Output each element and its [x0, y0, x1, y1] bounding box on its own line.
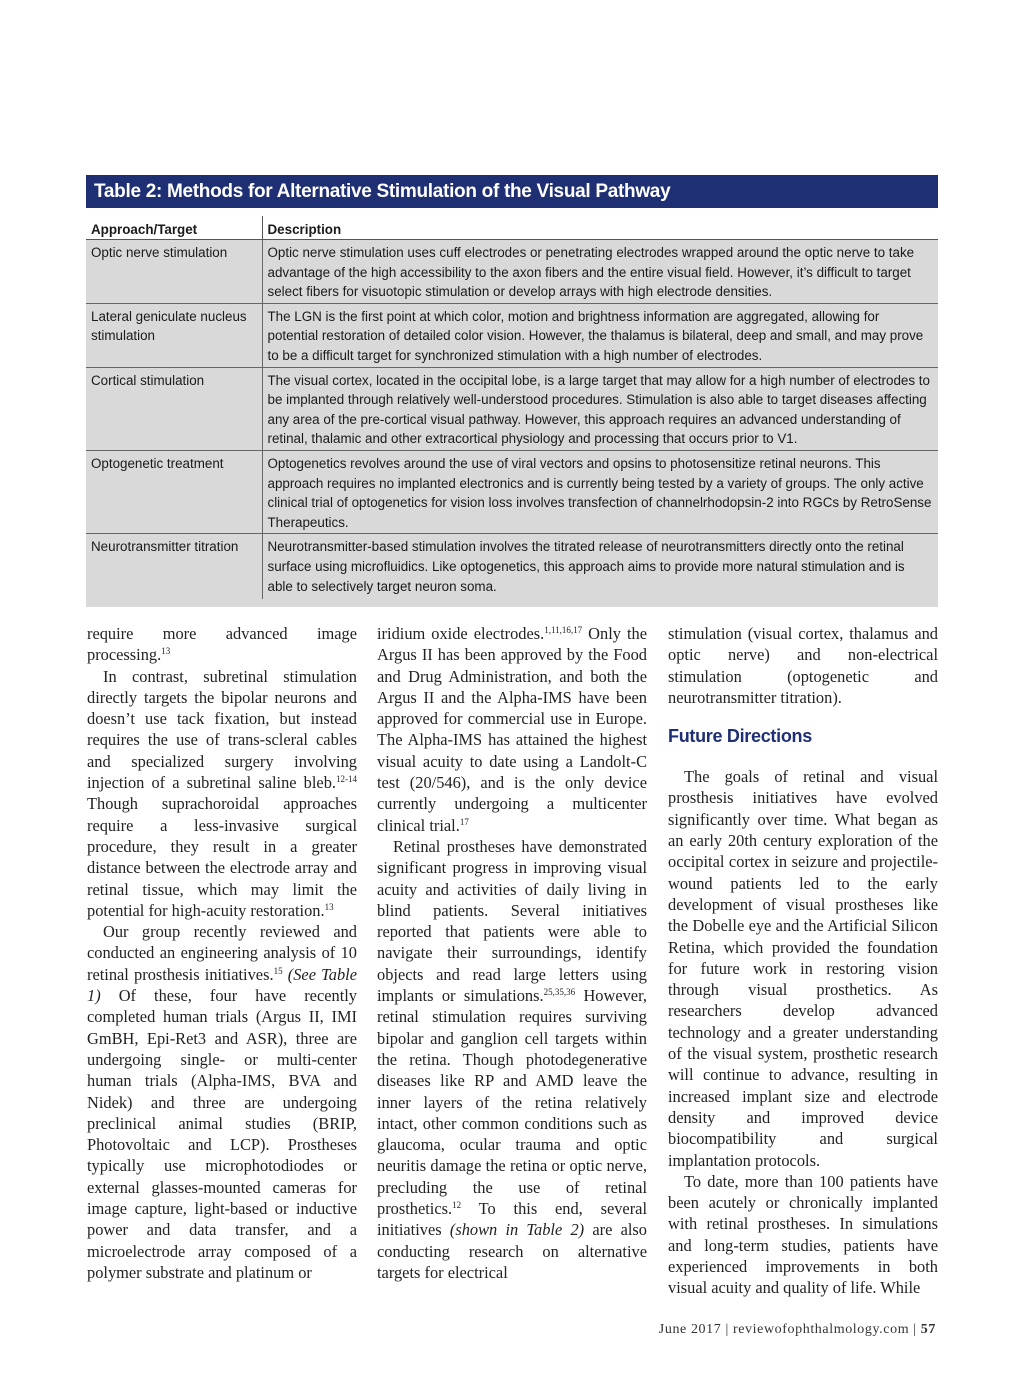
paragraph-text: However, retinal stimulation requires surviving bipolar and ganglion cell targets within the retina. Though photodegenerative diseases like RP and AMD leave the inner layers of the retina relatively intact, other common conditions such as glaucoma, ocular trauma and optic neuritis damage the retina or optic nerve, precluding the use of retinal prosthetics.	[377, 986, 647, 1219]
methods-table	[86, 216, 938, 599]
header-description: Description	[262, 216, 938, 240]
paragraph-text: Retinal prostheses have demonstrated significant progress in improving visual acuity and activities of daily living in blind patients. Several initiatives reported that patients were able to navigate their surroundings, identify objects and read large letters using implants or simulations.	[377, 836, 647, 1006]
table-reference: (See Table 1)	[87, 964, 357, 1006]
row-approach: Neurotransmitter titration	[86, 534, 262, 599]
paragraph-text: Only the Argus II has been approved by the Food and Drug Administration, and both the Argus II and the Alpha-IMS have been approved for commercial use in Europe. The Alpha-IMS has attained the highest visual acuity to date using a Landolt-C test (20/546), and is the only device currently undergoing a multicenter clinical trial.	[377, 624, 647, 835]
table-row	[86, 303, 938, 367]
body-column-1	[87, 623, 357, 1283]
row-approach: Lateral geniculate nucleus stimulation	[86, 303, 262, 367]
row-description: The visual cortex, located in the occipital lobe, is a large target that may allow for a high number of electrodes to be implanted through relatively well-understood procedures. Stimulation is also able to target diseases affecting any area of the pre-cortical visual pathway. However, this approach requires an advanced understanding of retinal, thalamic and other extracortical physiology and processing that occurs prior to V1.	[262, 367, 938, 450]
row-approach: Cortical stimulation	[86, 367, 262, 450]
citation: 25,35,36	[543, 987, 576, 998]
row-description: Neurotransmitter-based stimulation involves the titrated release of neurotransmitters directly onto the retinal surface using microfluidics. Like optogenetics, this approach aims to provide more natural stimulation and is able to selectively target neuron soma.	[262, 534, 938, 599]
footer-date: June 2017	[658, 1322, 722, 1337]
section-heading: Future Directions	[668, 726, 812, 747]
row-description: The LGN is the first point at which color, motion and brightness information are aggregated, allowing for potential restoration of detailed color vision. However, the thalamus is bilateral, deep and small, and may prove to be a difficult target for synchronized stimulation with a high number of electrodes.	[262, 303, 938, 367]
row-approach: Optic nerve stimulation	[86, 240, 262, 304]
table-title: Table 2: Methods for Alternative Stimulation of the Visual Pathway	[86, 175, 938, 208]
paragraph-text: To this end, several initiatives	[377, 1199, 647, 1240]
table-bottom-band	[86, 599, 938, 607]
table-row	[86, 450, 938, 533]
row-description: Optic nerve stimulation uses cuff electrodes or penetrating electrodes wrapped around the optic nerve to take advantage of the high accessibility to the axon fibers and the entire visual field. However, it’s difficult to target select fibers for visuotopic stimulation or develop arrays with high electrode densities.	[262, 240, 938, 304]
paragraph: To date, more than 100 patients have been acutely or chronically implanted with retinal prostheses. In simulations and long-term studies, patients have experienced improvements in both visual acuity and quality of life. While	[668, 1171, 938, 1298]
citation: 12-14	[336, 774, 357, 785]
paragraph	[87, 623, 357, 666]
paragraph-text: iridium oxide electrodes.	[377, 624, 545, 643]
row-approach: Optogenetic treatment	[86, 450, 262, 533]
table-2	[86, 175, 938, 607]
paragraph-text: Of these, four have recently completed human trials (Argus II, IMI GmBH, Epi-Ret3 and ASR), three are undergoing single- or multi-center human trials (Alpha-IMS, BVA and Nidek) and three are undergoing preclinical animal studies (BRIP, Photovoltaic and LCP). Prostheses typically use microphotodiodes or external glasses-mounted cameras for image capture, light-based or inductive power and data transfer, and a microelectrode array composed of a polymer substrate and platinum or	[87, 986, 357, 1282]
paragraph-text: Though suprachoroidal approaches require a less-invasive surgical procedure, they result in a greater distance between the electrode array and retinal tissue, which may limit the potential for high-acuity restoration.	[87, 794, 357, 920]
paragraph-text: require more advanced image processing.	[87, 624, 357, 665]
table-row	[86, 534, 938, 599]
table-header-row	[86, 216, 938, 240]
header-approach: Approach/Target	[86, 216, 262, 240]
paragraph-text: Our group recently reviewed and conducted an engineering analysis of 10 retinal prosthesis initiatives.	[87, 922, 357, 984]
page-number: 57	[920, 1322, 936, 1337]
paragraph: The goals of retinal and visual prosthesis initiatives have evolved significantly over time. What began as an early 20th century exploration of the occipital cortex in seizure and projectile-wound patients led to the early development of visual prostheses like the Dobelle eye and the Artificial Silicon Retina, which provided the foundation for future work in restoring vision through visual prosthetics. As researchers develop advanced technology and a greater understanding of the visual system, prosthetic research will continue to advance, resulting in increased implant size and electrode density and improved device biocompatibility and surgical implantation protocols.	[668, 767, 938, 1170]
row-description: Optogenetics revolves around the use of viral vectors and opsins to photosensitize retinal neurons. This approach requires no implanted electronics and is currently being tested by a variety of groups. The only active clinical trial of optogenetics for vision loss involves transfection of channelrhodopsin-2 into RGCs by RetroSense Therapeutics.	[262, 450, 938, 533]
table-row	[86, 240, 938, 304]
citation: 1,11,16,17	[544, 625, 583, 635]
citation: 13	[161, 646, 171, 657]
paragraph-text: are also conducting research on alternative targets for electrical	[377, 1220, 647, 1282]
paragraph: stimulation (visual cortex, thalamus and optic nerve) and non-electrical stimulation (optogenetic and neurotransmitter titration).	[668, 624, 938, 707]
body-column-2	[377, 623, 647, 1283]
citation: 13	[324, 901, 334, 912]
paragraph	[377, 623, 647, 836]
footer-site: reviewofophthalmology.com	[732, 1322, 910, 1337]
citation: 17	[459, 816, 469, 827]
paragraph	[87, 666, 357, 922]
paragraph	[377, 836, 647, 1283]
citation: 12	[452, 1200, 462, 1211]
body-column-3	[668, 623, 938, 1299]
paragraph	[87, 921, 357, 1283]
citation: 15	[273, 965, 283, 976]
table-reference: (shown in Table 2)	[449, 1220, 585, 1240]
table-row	[86, 367, 938, 450]
page-footer: June 2017 | reviewofophthalmology.com | 57	[658, 1322, 936, 1337]
paragraph-text: In contrast, subretinal stimulation directly targets the bipolar neurons and doesn’t use tack fixation, but instead requires the use of trans-scleral cables and specialized surgery involving injection of a subretinal saline bleb.	[87, 666, 357, 793]
